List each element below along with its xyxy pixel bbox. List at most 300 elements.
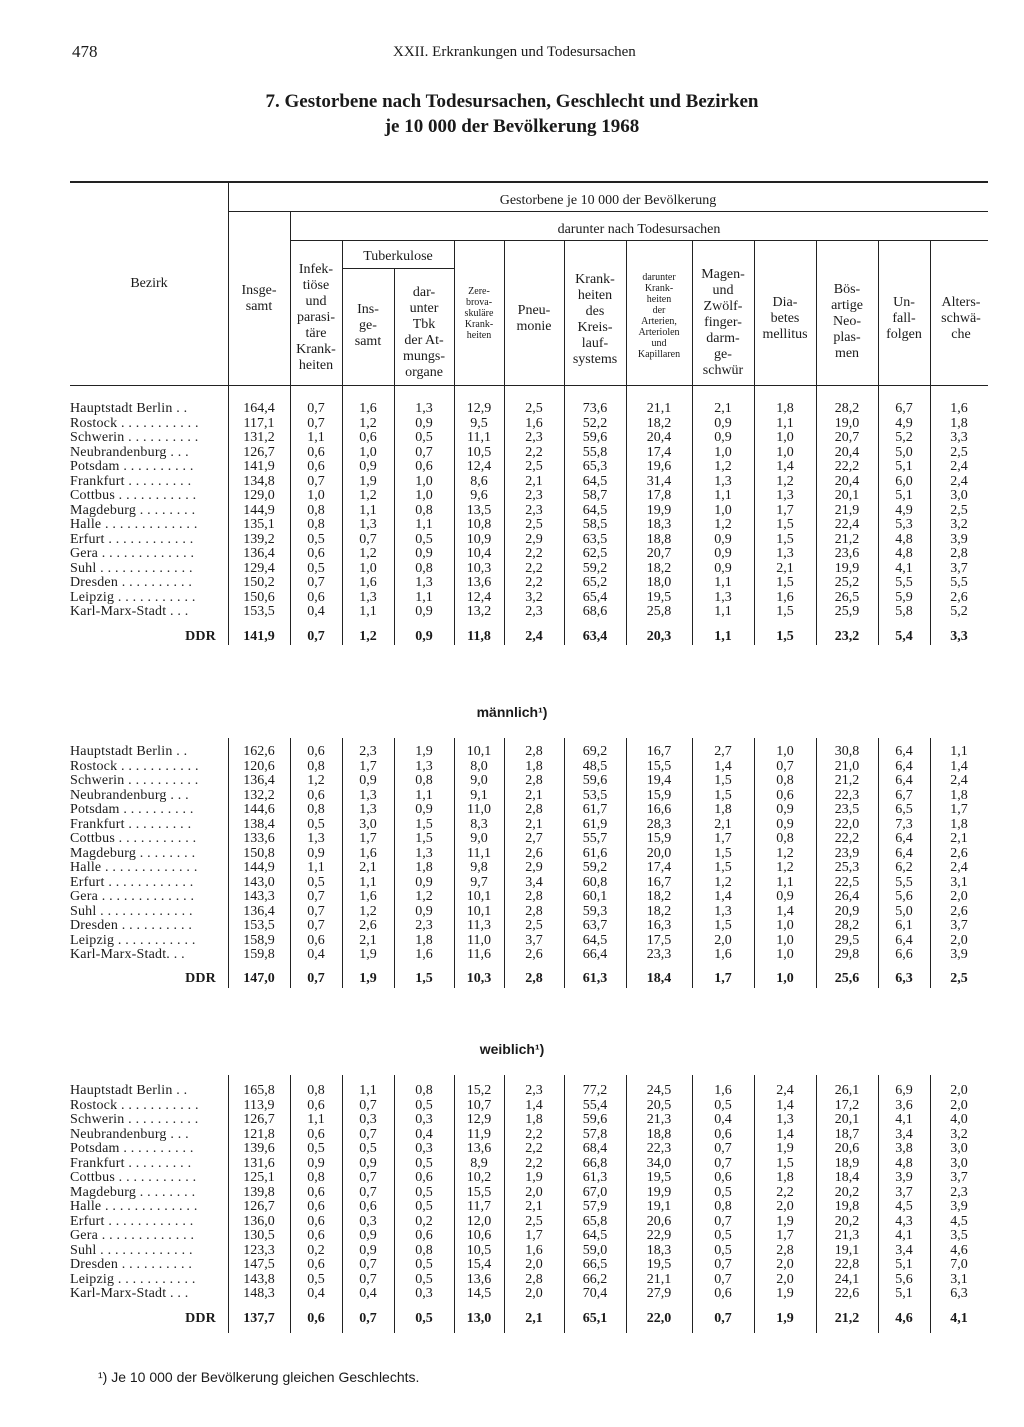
cell-value: 15,5 bbox=[646, 759, 672, 774]
table-row bbox=[70, 475, 988, 490]
cell-value: 20,4 bbox=[834, 474, 860, 489]
cell-value: 73,6 bbox=[582, 402, 608, 416]
cell-value: 6,2 bbox=[895, 861, 913, 875]
cell-value: 0,7 bbox=[359, 1185, 377, 1200]
cell-value: 1,7 bbox=[776, 1229, 794, 1243]
cell-value: 61,3 bbox=[582, 1171, 608, 1185]
cell-value: 59,3 bbox=[582, 904, 608, 919]
cell-value: 1,0 bbox=[776, 431, 794, 445]
cell-value: 1,9 bbox=[776, 1312, 794, 1326]
cell-value: 6,6 bbox=[895, 948, 913, 962]
cell-value: 1,8 bbox=[525, 1113, 543, 1127]
cell-value: 9,0 bbox=[470, 832, 488, 846]
table-title-line1: 7. Gestorbene nach Todesursachen, Geschlecht und Bezirken bbox=[265, 91, 759, 112]
cell-value: 4,8 bbox=[895, 547, 913, 561]
cell-value: 1,0 bbox=[776, 745, 794, 759]
cell-value: 126,7 bbox=[243, 445, 275, 460]
cell-value: 15,9 bbox=[646, 788, 672, 803]
cell-value: 5,9 bbox=[895, 590, 913, 605]
cell-value: 139,2 bbox=[243, 532, 275, 547]
table-row bbox=[70, 1113, 988, 1128]
cell-value: 20,1 bbox=[834, 489, 860, 503]
cell-value: 1,8 bbox=[714, 803, 732, 817]
table-row bbox=[70, 562, 988, 577]
cell-value: 7,0 bbox=[950, 1258, 968, 1272]
cell-value: 2,4 bbox=[950, 460, 968, 474]
cell-value: 2,2 bbox=[776, 1185, 794, 1200]
cell-value: 12,0 bbox=[466, 1214, 492, 1229]
cell-value: 10,5 bbox=[466, 1243, 492, 1258]
cell-value: 0,9 bbox=[776, 817, 794, 832]
cell-value: 18,4 bbox=[834, 1171, 860, 1185]
bezirk-name: Rostock . . . . . . . . . . . bbox=[70, 759, 199, 774]
cell-value: 0,9 bbox=[359, 1243, 377, 1258]
cell-value: 1,0 bbox=[307, 489, 325, 503]
cell-value: 18,7 bbox=[834, 1127, 860, 1142]
cell-value: 0,9 bbox=[415, 803, 433, 817]
cell-value: 8,9 bbox=[470, 1156, 488, 1171]
bezirk-name: Leipzig . . . . . . . . . . . bbox=[70, 933, 196, 948]
cell-value: 1,2 bbox=[359, 489, 377, 503]
table-row bbox=[70, 1287, 988, 1302]
cell-value: 2,3 bbox=[525, 605, 543, 619]
cell-value: 0,8 bbox=[776, 774, 794, 788]
cell-value: 57,8 bbox=[582, 1127, 608, 1142]
bezirk-name: Karl-Marx-Stadt. . . bbox=[70, 948, 185, 962]
cell-value: 64,5 bbox=[582, 1229, 608, 1243]
table-row bbox=[70, 818, 988, 833]
cell-value: 20,2 bbox=[834, 1214, 860, 1229]
cell-value: 1,8 bbox=[776, 1171, 794, 1185]
cell-value: 6,4 bbox=[895, 774, 913, 788]
cell-value: 2,1 bbox=[525, 788, 543, 803]
cell-value: 1,2 bbox=[776, 846, 794, 861]
cell-value: 18,2 bbox=[646, 904, 672, 919]
cell-value: 0,7 bbox=[307, 972, 325, 986]
cell-value: 55,8 bbox=[582, 445, 608, 460]
cell-value: 1,3 bbox=[776, 489, 794, 503]
bezirk-name: Leipzig . . . . . . . . . . . bbox=[70, 590, 196, 605]
cell-value: 4,6 bbox=[895, 1312, 913, 1326]
cell-value: 1,1 bbox=[415, 518, 433, 532]
table-row bbox=[70, 1229, 988, 1244]
cell-value: 13,2 bbox=[466, 605, 492, 619]
cell-value: 2,9 bbox=[525, 861, 543, 875]
cell-value: 19,9 bbox=[646, 503, 672, 518]
cell-value: 15,9 bbox=[646, 832, 672, 846]
cell-value: 0,5 bbox=[714, 1229, 732, 1243]
cell-value: 2,3 bbox=[950, 1185, 968, 1200]
cell-value: 1,7 bbox=[359, 759, 377, 774]
cell-value: 3,6 bbox=[895, 1098, 913, 1113]
cell-value: 2,5 bbox=[950, 503, 968, 518]
cell-value: 131,2 bbox=[243, 431, 275, 445]
cell-value: 10,5 bbox=[466, 445, 492, 460]
cell-value: 13,5 bbox=[466, 503, 492, 518]
cell-value: 19,6 bbox=[646, 460, 672, 474]
cell-value: 12,9 bbox=[466, 1113, 492, 1127]
cell-value: 0,4 bbox=[307, 1287, 325, 1301]
cell-value: 1,3 bbox=[359, 518, 377, 532]
cell-value: 10,7 bbox=[466, 1098, 492, 1113]
cell-value: 1,0 bbox=[776, 445, 794, 460]
cell-value: 0,8 bbox=[307, 803, 325, 817]
cell-value: 0,3 bbox=[415, 1287, 433, 1301]
table-row bbox=[70, 1215, 988, 1230]
cell-value: 7,3 bbox=[895, 817, 913, 832]
cell-value: 150,6 bbox=[243, 590, 275, 605]
cell-value: 2,0 bbox=[950, 933, 968, 948]
cell-value: 2,9 bbox=[525, 532, 543, 547]
cell-value: 0,7 bbox=[714, 1258, 732, 1272]
cell-value: 22,8 bbox=[834, 1258, 860, 1272]
cell-value: 63,7 bbox=[582, 919, 608, 933]
cell-value: 143,3 bbox=[243, 890, 275, 904]
bezirk-name: Karl-Marx-Stadt . . . bbox=[70, 1287, 189, 1301]
table-row bbox=[70, 876, 988, 891]
cell-value: 0,6 bbox=[307, 1200, 325, 1214]
cell-value: 10,1 bbox=[466, 904, 492, 919]
cell-value: 65,1 bbox=[582, 1312, 608, 1326]
cell-value: 121,8 bbox=[243, 1127, 275, 1142]
table-row bbox=[70, 446, 988, 461]
cell-value: 0,7 bbox=[359, 1272, 377, 1287]
table-row bbox=[70, 1186, 988, 1201]
cell-value: 25,8 bbox=[646, 605, 672, 619]
bezirk-name: Gera . . . . . . . . . . . . . bbox=[70, 1229, 195, 1243]
cell-value: 1,8 bbox=[950, 416, 968, 431]
cell-value: 0,2 bbox=[415, 1214, 433, 1229]
cell-value: 0,6 bbox=[415, 1229, 433, 1243]
cell-value: 153,5 bbox=[243, 605, 275, 619]
cell-value: 1,4 bbox=[776, 460, 794, 474]
header-col-altersschwaeche: Alters- schwä- che bbox=[941, 295, 981, 342]
cell-value: 25,6 bbox=[834, 972, 860, 986]
cell-value: 28,3 bbox=[646, 817, 672, 832]
cell-value: 16,6 bbox=[646, 803, 672, 817]
cell-value: 26,1 bbox=[834, 1084, 860, 1098]
cell-value: 4,3 bbox=[895, 1214, 913, 1229]
cell-value: 0,6 bbox=[415, 1171, 433, 1185]
cell-value: 21,2 bbox=[834, 1312, 860, 1326]
cell-value: 0,6 bbox=[307, 1229, 325, 1243]
table-row bbox=[70, 431, 988, 446]
cell-value: 1,8 bbox=[415, 933, 433, 948]
cell-value: 3,8 bbox=[895, 1142, 913, 1156]
cell-value: 4,1 bbox=[895, 1229, 913, 1243]
cell-value: 1,1 bbox=[359, 875, 377, 890]
cell-value: 61,6 bbox=[582, 846, 608, 861]
cell-value: 0,9 bbox=[415, 547, 433, 561]
bezirk-name: Erfurt . . . . . . . . . . . . bbox=[70, 875, 194, 890]
cell-value: 1,8 bbox=[415, 861, 433, 875]
cell-value: 5,2 bbox=[895, 431, 913, 445]
cell-value: 61,7 bbox=[582, 803, 608, 817]
cell-value: 2,5 bbox=[950, 972, 968, 986]
cell-value: 1,6 bbox=[950, 402, 968, 416]
cell-value: 10,6 bbox=[466, 1229, 492, 1243]
cell-value: 1,6 bbox=[359, 576, 377, 590]
cell-value: 2,4 bbox=[525, 630, 543, 644]
cell-value: 1,2 bbox=[307, 774, 325, 788]
cell-value: 0,7 bbox=[307, 919, 325, 933]
cell-value: 1,6 bbox=[714, 1084, 732, 1098]
cell-value: 0,6 bbox=[307, 1127, 325, 1142]
cell-value: 66,5 bbox=[582, 1258, 608, 1272]
cell-value: 2,2 bbox=[525, 1127, 543, 1142]
bezirk-name: Potsdam . . . . . . . . . . bbox=[70, 1142, 194, 1156]
cell-value: 1,0 bbox=[359, 445, 377, 460]
table-row bbox=[70, 832, 988, 847]
cell-value: 1,4 bbox=[776, 1127, 794, 1142]
cell-value: 31,4 bbox=[646, 474, 672, 489]
cell-value: 3,7 bbox=[950, 1171, 968, 1185]
cell-value: 0,6 bbox=[307, 590, 325, 605]
header-col-unfall: Un- fall- folgen bbox=[886, 295, 922, 342]
cell-value: 19,1 bbox=[646, 1200, 672, 1214]
cell-value: 10,9 bbox=[466, 532, 492, 547]
cell-value: 1,9 bbox=[776, 1214, 794, 1229]
cell-value: 1,7 bbox=[359, 832, 377, 846]
cell-value: 1,0 bbox=[776, 948, 794, 962]
cell-value: 19,0 bbox=[834, 416, 860, 431]
cell-value: 1,0 bbox=[776, 919, 794, 933]
cell-value: 1,5 bbox=[776, 576, 794, 590]
cell-value: 55,7 bbox=[582, 832, 608, 846]
bezirk-name: Erfurt . . . . . . . . . . . . bbox=[70, 532, 194, 547]
cell-value: 52,2 bbox=[582, 416, 608, 431]
cell-value: 5,5 bbox=[895, 576, 913, 590]
cell-value: 0,6 bbox=[307, 460, 325, 474]
cell-value: 62,5 bbox=[582, 547, 608, 561]
bezirk-name: Erfurt . . . . . . . . . . . . bbox=[70, 1214, 194, 1229]
bezirk-name: Dresden . . . . . . . . . . bbox=[70, 576, 193, 590]
cell-value: 20,3 bbox=[646, 630, 672, 644]
table-row bbox=[70, 533, 988, 548]
cell-value: 1,3 bbox=[359, 788, 377, 803]
header-bezirk: Bezirk bbox=[130, 276, 168, 291]
cell-value: 20,7 bbox=[646, 547, 672, 561]
cell-value: 26,5 bbox=[834, 590, 860, 605]
cell-value: 1,1 bbox=[415, 590, 433, 605]
cell-value: 0,8 bbox=[307, 1171, 325, 1185]
cell-value: 19,5 bbox=[646, 1258, 672, 1272]
cell-value: 3,7 bbox=[895, 1185, 913, 1200]
bezirk-name: DDR bbox=[185, 972, 216, 986]
cell-value: 61,3 bbox=[582, 972, 608, 986]
cell-value: 132,2 bbox=[243, 788, 275, 803]
cell-value: 1,9 bbox=[525, 1171, 543, 1185]
cell-value: 0,4 bbox=[415, 1127, 433, 1142]
cell-value: 0,5 bbox=[307, 1142, 325, 1156]
cell-value: 15,5 bbox=[466, 1185, 492, 1200]
cell-value: 6,9 bbox=[895, 1084, 913, 1098]
cell-value: 0,7 bbox=[359, 1171, 377, 1185]
bezirk-name: Dresden . . . . . . . . . . bbox=[70, 919, 193, 933]
cell-value: 21,1 bbox=[646, 402, 672, 416]
cell-value: 4,1 bbox=[895, 1113, 913, 1127]
bezirk-name: Schwerin . . . . . . . . . . bbox=[70, 774, 199, 788]
cell-value: 1,3 bbox=[415, 402, 433, 416]
cell-value: 20,5 bbox=[646, 1098, 672, 1113]
cell-value: 10,8 bbox=[466, 518, 492, 532]
cell-value: 1,6 bbox=[359, 846, 377, 861]
header-col-kreislauf: Krank- heiten des Kreis- lauf- systems bbox=[572, 272, 618, 367]
cell-value: 3,9 bbox=[950, 1200, 968, 1214]
cell-value: 34,0 bbox=[646, 1156, 672, 1171]
bezirk-name: Hauptstadt Berlin . . bbox=[70, 1084, 188, 1098]
cell-value: 1,5 bbox=[415, 817, 433, 832]
cell-value: 2,3 bbox=[525, 431, 543, 445]
cell-value: 25,3 bbox=[834, 861, 860, 875]
cell-value: 6,4 bbox=[895, 745, 913, 759]
header-col-pneumonie: Pneu- monie bbox=[516, 303, 552, 334]
cell-value: 2,1 bbox=[714, 402, 732, 416]
cell-value: 2,3 bbox=[525, 489, 543, 503]
section-label-weiblich: weiblich¹) bbox=[479, 1041, 545, 1057]
cell-value: 10,4 bbox=[466, 547, 492, 561]
cell-value: 148,3 bbox=[243, 1287, 275, 1301]
cell-value: 1,5 bbox=[776, 1156, 794, 1171]
cell-value: 77,2 bbox=[582, 1084, 608, 1098]
cell-value: 15,4 bbox=[466, 1258, 492, 1272]
cell-value: 4,9 bbox=[895, 503, 913, 518]
cell-value: 2,8 bbox=[525, 972, 543, 986]
cell-value: 2,4 bbox=[950, 861, 968, 875]
cell-value: 59,6 bbox=[582, 431, 608, 445]
cell-value: 0,9 bbox=[359, 1156, 377, 1171]
cell-value: 0,6 bbox=[307, 1214, 325, 1229]
cell-value: 139,8 bbox=[243, 1185, 275, 1200]
cell-value: 1,5 bbox=[714, 861, 732, 875]
total-row bbox=[70, 972, 988, 987]
cell-value: 1,0 bbox=[359, 561, 377, 576]
cell-value: 2,0 bbox=[776, 1258, 794, 1272]
table-row bbox=[70, 402, 988, 417]
cell-value: 23,2 bbox=[834, 630, 860, 644]
bezirk-name: Hauptstadt Berlin . . bbox=[70, 402, 188, 416]
cell-value: 120,6 bbox=[243, 759, 275, 774]
cell-value: 3,4 bbox=[525, 875, 543, 890]
bezirk-name: Frankfurt . . . . . . . . . bbox=[70, 817, 192, 832]
cell-value: 0,7 bbox=[714, 1142, 732, 1156]
cell-value: 0,6 bbox=[307, 788, 325, 803]
table-row bbox=[70, 1142, 988, 1157]
cell-value: 2,0 bbox=[950, 890, 968, 904]
cell-value: 1,1 bbox=[714, 489, 732, 503]
cell-value: 21,3 bbox=[646, 1113, 672, 1127]
cell-value: 19,9 bbox=[646, 1185, 672, 1200]
cell-value: 5,6 bbox=[895, 890, 913, 904]
cell-value: 1,4 bbox=[776, 904, 794, 919]
cell-value: 2,8 bbox=[525, 774, 543, 788]
cell-value: 130,5 bbox=[243, 1229, 275, 1243]
cell-value: 22,0 bbox=[834, 817, 860, 832]
cell-value: 1,0 bbox=[776, 933, 794, 948]
cell-value: 1,3 bbox=[307, 832, 325, 846]
cell-value: 29,5 bbox=[834, 933, 860, 948]
cell-value: 60,8 bbox=[582, 875, 608, 890]
cell-value: 3,0 bbox=[950, 1142, 968, 1156]
bezirk-name: Rostock . . . . . . . . . . . bbox=[70, 1098, 199, 1113]
cell-value: 2,4 bbox=[950, 774, 968, 788]
cell-value: 1,8 bbox=[950, 788, 968, 803]
cell-value: 0,5 bbox=[307, 817, 325, 832]
cell-value: 4,9 bbox=[895, 416, 913, 431]
cell-value: 2,6 bbox=[950, 904, 968, 919]
cell-value: 0,5 bbox=[714, 1185, 732, 1200]
cell-value: 0,7 bbox=[307, 402, 325, 416]
cell-value: 0,6 bbox=[307, 1185, 325, 1200]
section-label-maennlich: männlich¹) bbox=[476, 704, 548, 720]
cell-value: 1,9 bbox=[359, 948, 377, 962]
cell-value: 55,4 bbox=[582, 1098, 608, 1113]
cell-value: 3,5 bbox=[950, 1229, 968, 1243]
cell-value: 22,6 bbox=[834, 1287, 860, 1301]
cell-value: 0,6 bbox=[307, 745, 325, 759]
cell-value: 1,9 bbox=[776, 1142, 794, 1156]
cell-value: 0,3 bbox=[415, 1142, 433, 1156]
cell-value: 1,1 bbox=[415, 788, 433, 803]
cell-value: 147,0 bbox=[243, 972, 275, 986]
bezirk-name: Gera . . . . . . . . . . . . . bbox=[70, 890, 195, 904]
cell-value: 8,3 bbox=[470, 817, 488, 832]
cell-value: 2,8 bbox=[776, 1243, 794, 1258]
cell-value: 2,3 bbox=[415, 919, 433, 933]
cell-value: 0,5 bbox=[307, 875, 325, 890]
cell-value: 28,2 bbox=[834, 402, 860, 416]
cell-value: 139,6 bbox=[243, 1142, 275, 1156]
cell-value: 10,3 bbox=[466, 561, 492, 576]
cell-value: 136,4 bbox=[243, 774, 275, 788]
data-table-maennlich bbox=[70, 745, 988, 963]
cell-value: 5,4 bbox=[895, 630, 913, 644]
cell-value: 123,3 bbox=[243, 1243, 275, 1258]
cell-value: 2,5 bbox=[525, 1214, 543, 1229]
table-row bbox=[70, 847, 988, 862]
cell-value: 164,4 bbox=[243, 402, 275, 416]
cell-value: 1,8 bbox=[525, 759, 543, 774]
cell-value: 3,3 bbox=[950, 431, 968, 445]
cell-value: 2,4 bbox=[776, 1084, 794, 1098]
cell-value: 1,3 bbox=[415, 759, 433, 774]
cell-value: 1,1 bbox=[359, 503, 377, 518]
cell-value: 21,2 bbox=[834, 774, 860, 788]
cell-value: 3,0 bbox=[359, 817, 377, 832]
cell-value: 2,3 bbox=[359, 745, 377, 759]
cell-value: 141,9 bbox=[243, 630, 275, 644]
total-row bbox=[70, 1312, 988, 1327]
cell-value: 1,2 bbox=[415, 890, 433, 904]
cell-value: 1,3 bbox=[359, 590, 377, 605]
cell-value: 60,1 bbox=[582, 890, 608, 904]
footnote: ¹) Je 10 000 der Bevölkerung gleichen Geschlechts. bbox=[98, 1369, 420, 1385]
cell-value: 20,6 bbox=[646, 1214, 672, 1229]
cell-value: 1,1 bbox=[776, 875, 794, 890]
cell-value: 59,0 bbox=[582, 1243, 608, 1258]
cell-value: 5,6 bbox=[895, 1272, 913, 1287]
cell-value: 6,7 bbox=[895, 402, 913, 416]
cell-value: 17,4 bbox=[646, 445, 672, 460]
cell-value: 1,8 bbox=[950, 817, 968, 832]
cell-value: 2,5 bbox=[525, 518, 543, 532]
bezirk-name: Suhl . . . . . . . . . . . . . bbox=[70, 1243, 193, 1258]
cell-value: 165,8 bbox=[243, 1084, 275, 1098]
cell-value: 9,1 bbox=[470, 788, 488, 803]
bezirk-name: Suhl . . . . . . . . . . . . . bbox=[70, 561, 193, 576]
cell-value: 11,7 bbox=[467, 1200, 491, 1214]
cell-value: 64,5 bbox=[582, 503, 608, 518]
